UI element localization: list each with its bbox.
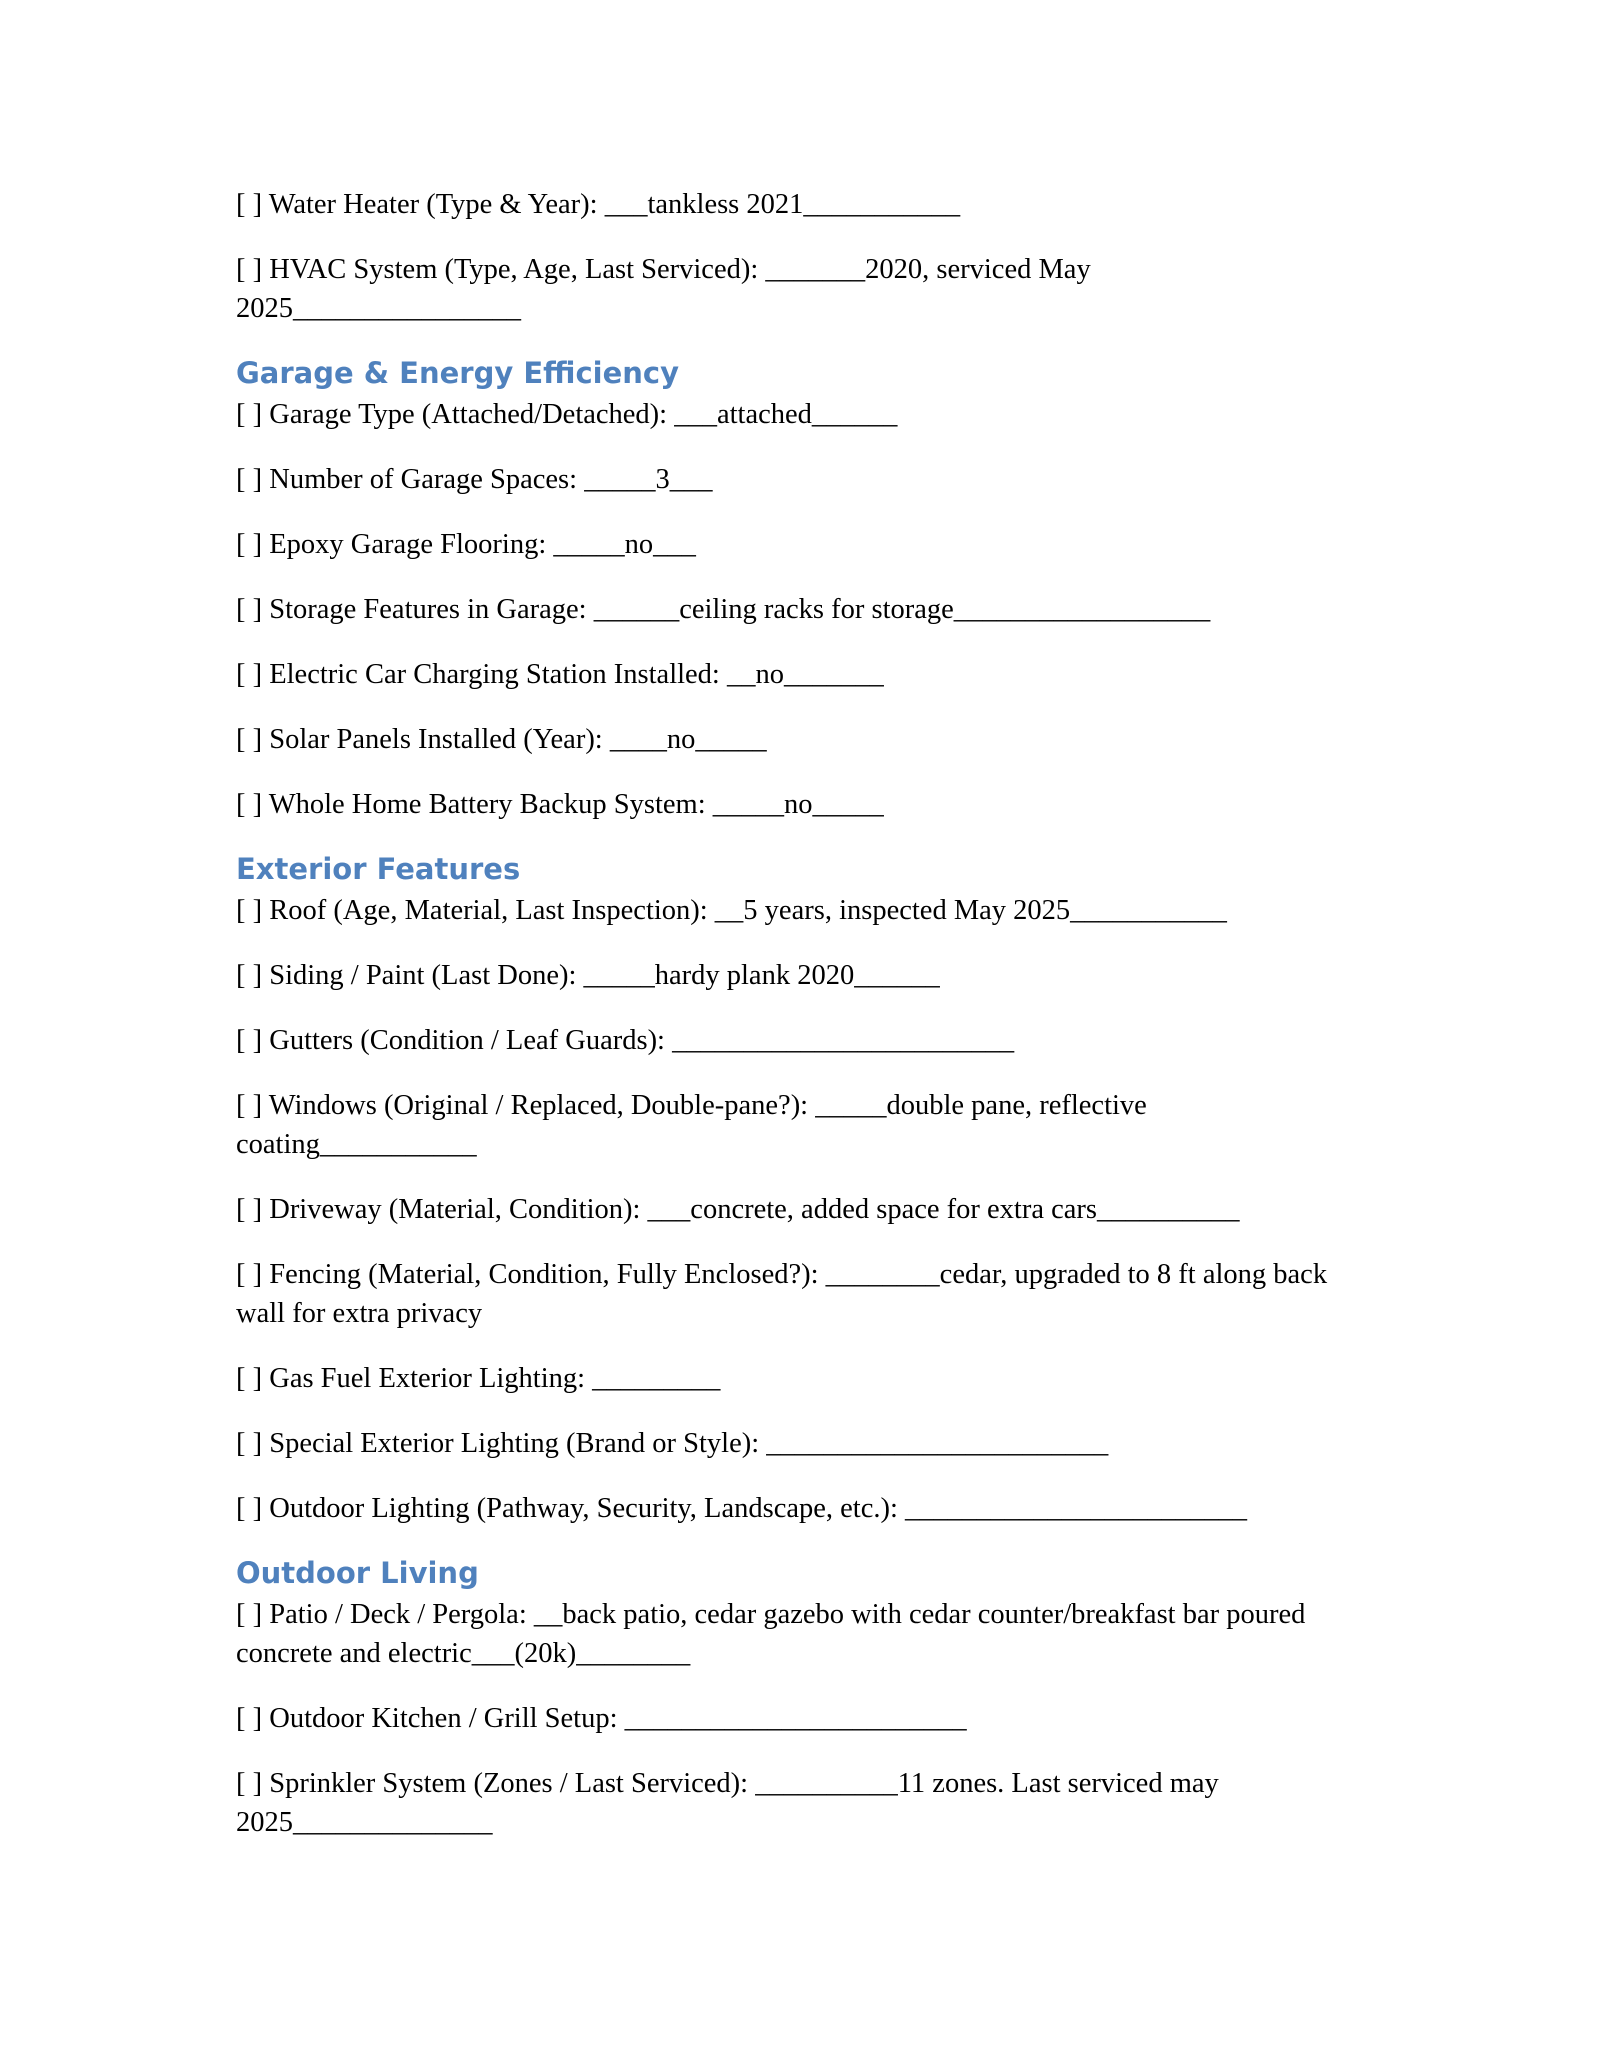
section-heading: Outdoor Living <box>236 1556 479 1590</box>
checklist-item: [ ] Epoxy Garage Flooring: _____no___ <box>236 529 696 560</box>
checklist-item: [ ] Gas Fuel Exterior Lighting: _________ <box>236 1363 721 1394</box>
checklist-item: [ ] Fencing (Material, Condition, Fully Enclosed?): ________cedar, upgraded to 8 ft along back wall for extra privacy <box>236 1259 1328 1329</box>
intro-items <box>236 185 1376 328</box>
checklist-item: [ ] Number of Garage Spaces: _____3___ <box>236 464 713 495</box>
checklist-item: [ ] Roof (Age, Material, Last Inspection): __5 years, inspected May 2025___________ <box>236 895 1227 926</box>
checklist-item-hvac: [ ] HVAC System (Type, Age, Last Serviced): _______2020, serviced May 2025________________ <box>236 254 1091 324</box>
checklist-item: [ ] Driveway (Material, Condition): ___concrete, added space for extra cars__________ <box>236 1194 1240 1225</box>
checklist-item: [ ] Solar Panels Installed (Year): ____no_____ <box>236 724 767 755</box>
checklist-item: [ ] Electric Car Charging Station Installed: __no_______ <box>236 659 884 690</box>
checklist-content <box>236 185 1376 1868</box>
checklist-item: [ ] Windows (Original / Replaced, Double-pane?): _____double pane, reflective coating___________ <box>236 1090 1147 1160</box>
section-heading: Garage & Energy Efficiency <box>236 356 680 390</box>
checklist-item: [ ] Outdoor Lighting (Pathway, Security, Landscape, etc.): ________________________ <box>236 1493 1248 1524</box>
checklist-item: [ ] Sprinkler System (Zones / Last Serviced): __________11 zones. Last serviced may 2025______________ <box>236 1768 1219 1838</box>
section-outdoor-living <box>236 1554 1376 1842</box>
section-exterior-features <box>236 850 1376 1528</box>
section-heading: Exterior Features <box>236 852 521 886</box>
checklist-item: [ ] Patio / Deck / Pergola: __back patio, cedar gazebo with cedar counter/breakfast bar poured concrete and electric___(20k)________ <box>236 1599 1306 1669</box>
section-garage-energy <box>236 354 1376 824</box>
checklist-item: [ ] Outdoor Kitchen / Grill Setup: ________________________ <box>236 1703 967 1734</box>
checklist-item: [ ] Garage Type (Attached/Detached): ___attached______ <box>236 399 898 430</box>
checklist-item: [ ] Storage Features in Garage: ______ceiling racks for storage__________________ <box>236 594 1211 625</box>
checklist-item: [ ] Siding / Paint (Last Done): _____hardy plank 2020______ <box>236 960 940 991</box>
checklist-item: [ ] Gutters (Condition / Leaf Guards): ________________________ <box>236 1025 1015 1056</box>
checklist-item: [ ] Whole Home Battery Backup System: _____no_____ <box>236 789 884 820</box>
checklist-item-water-heater: [ ] Water Heater (Type & Year): ___tankless 2021___________ <box>236 189 961 220</box>
checklist-item: [ ] Special Exterior Lighting (Brand or Style): ________________________ <box>236 1428 1109 1459</box>
